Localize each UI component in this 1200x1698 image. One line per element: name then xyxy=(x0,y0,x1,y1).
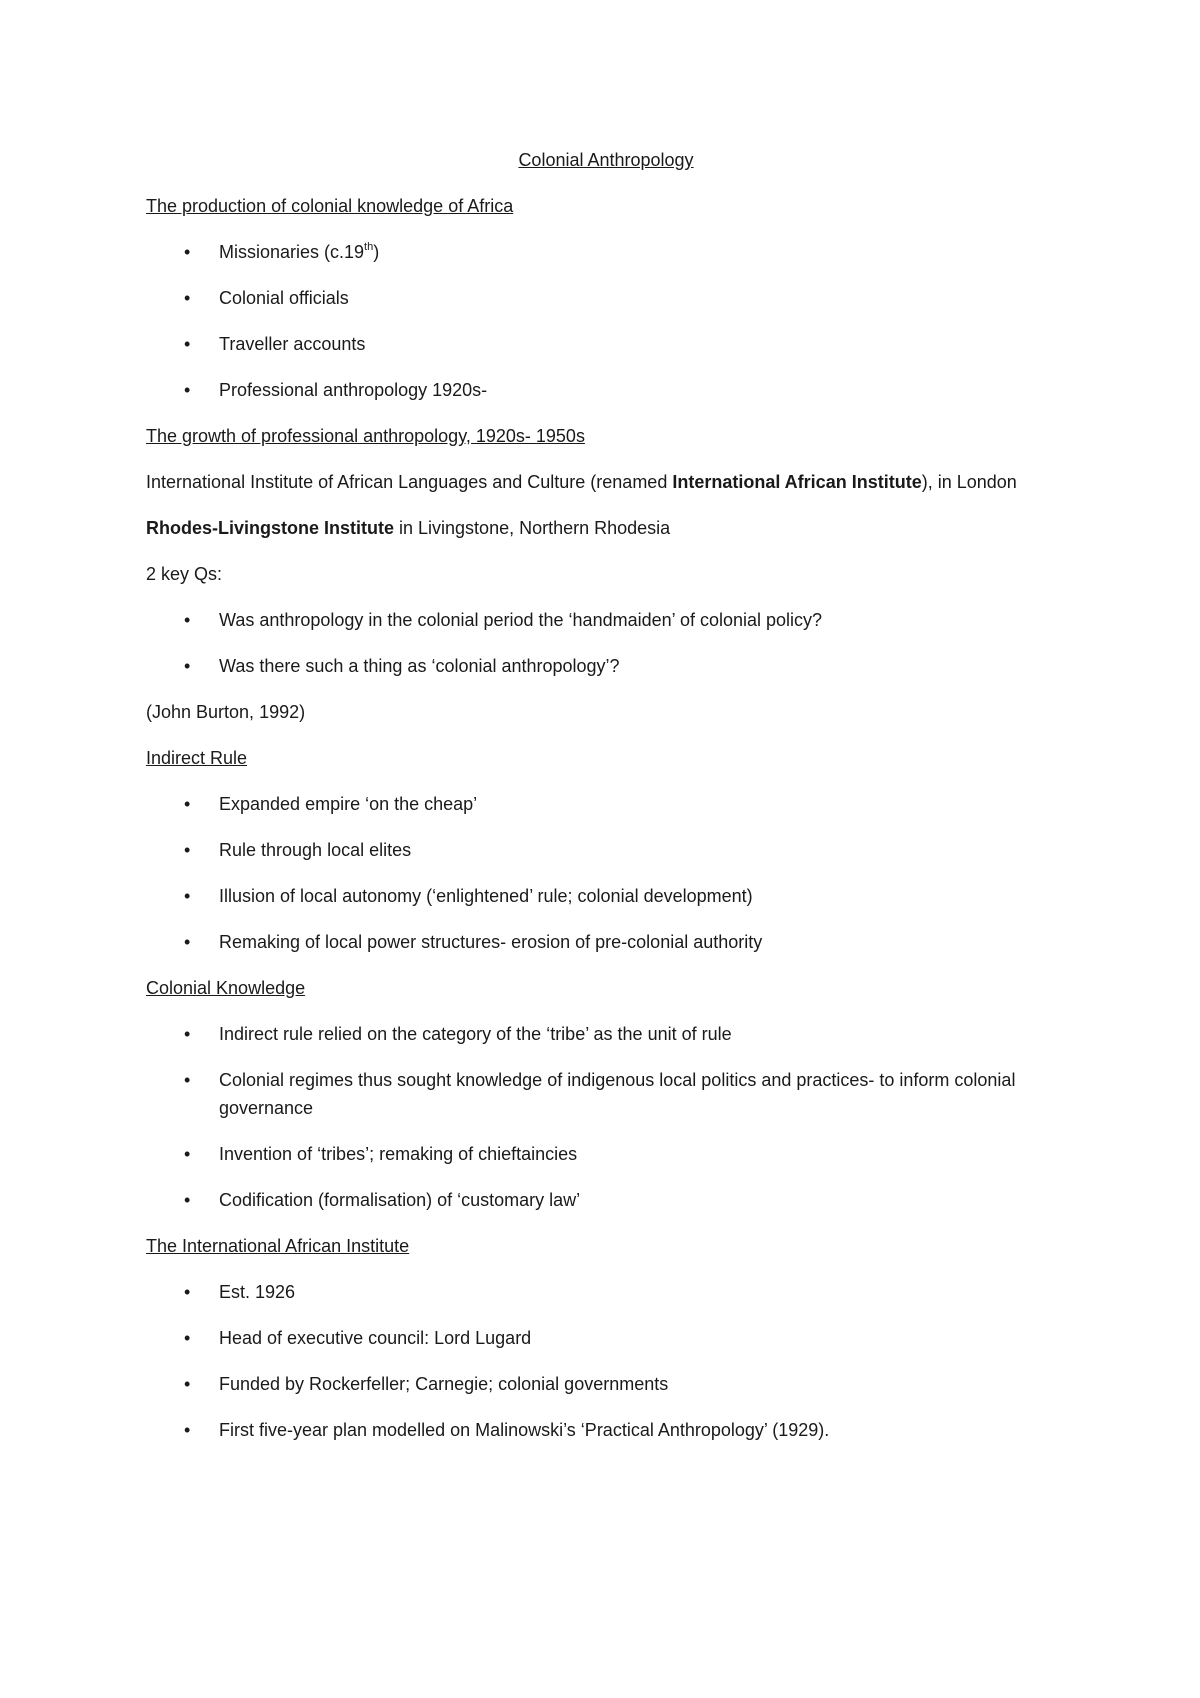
paragraph-iial: International Institute of African Languages and Culture (renamed International African Institute), in London xyxy=(146,472,1017,492)
list-item: • Indirect rule relied on the category of the ‘tribe’ as the unit of rule xyxy=(146,1020,1066,1048)
list-item: • Colonial officials xyxy=(146,284,1066,312)
document-body xyxy=(146,146,1066,1462)
section-heading-indirect-rule: Indirect Rule xyxy=(146,748,248,768)
list-item: • Invention of ‘tribes’; remaking of chieftaincies xyxy=(146,1140,1066,1168)
list-item: • Head of executive council: Lord Lugard xyxy=(146,1324,1066,1352)
citation: (John Burton, 1992) xyxy=(146,702,306,722)
list-item: • Est. 1926 xyxy=(146,1278,1066,1306)
list-item: • Was anthropology in the colonial period the ‘handmaiden’ of colonial policy? xyxy=(146,606,1066,634)
bullet-list-production xyxy=(146,238,1066,404)
bullet-list-indirect-rule xyxy=(146,790,1066,956)
section-heading-iai: The International African Institute xyxy=(146,1236,410,1256)
list-item: • Codification (formalisation) of ‘customary law’ xyxy=(146,1186,1066,1214)
section-heading-growth: The growth of professional anthropology, 1920s- 1950s xyxy=(146,426,585,446)
list-item: • Colonial regimes thus sought knowledge of indigenous local politics and practices- to inform colonial governance xyxy=(146,1066,1066,1122)
bullet-list-questions xyxy=(146,606,1066,680)
list-item: • First five-year plan modelled on Malinowski’s ‘Practical Anthropology’ (1929). xyxy=(146,1416,1066,1444)
bullet-list-iai xyxy=(146,1278,1066,1444)
list-item: • Funded by Rockerfeller; Carnegie; colonial governments xyxy=(146,1370,1066,1398)
list-item: • Illusion of local autonomy (‘enlightened’ rule; colonial development) xyxy=(146,882,1066,910)
paragraph-rli: Rhodes-Livingstone Institute in Livingstone, Northern Rhodesia xyxy=(146,518,671,538)
paragraph-key-qs: 2 key Qs: xyxy=(146,564,223,584)
list-item: • Was there such a thing as ‘colonial anthropology’? xyxy=(146,652,1066,680)
bullet-list-colonial-knowledge xyxy=(146,1020,1066,1214)
list-item: • Expanded empire ‘on the cheap’ xyxy=(146,790,1066,818)
document-title: Colonial Anthropology xyxy=(518,150,694,170)
list-item: • Professional anthropology 1920s- xyxy=(146,376,1066,404)
section-heading-production: The production of colonial knowledge of Africa xyxy=(146,196,514,216)
list-item: • Missionaries (c.19th) xyxy=(146,238,1066,266)
list-item: • Rule through local elites xyxy=(146,836,1066,864)
list-item: • Remaking of local power structures- erosion of pre-colonial authority xyxy=(146,928,1066,956)
list-item: • Traveller accounts xyxy=(146,330,1066,358)
superscript: th xyxy=(364,241,374,253)
section-heading-colonial-knowledge: Colonial Knowledge xyxy=(146,978,306,998)
